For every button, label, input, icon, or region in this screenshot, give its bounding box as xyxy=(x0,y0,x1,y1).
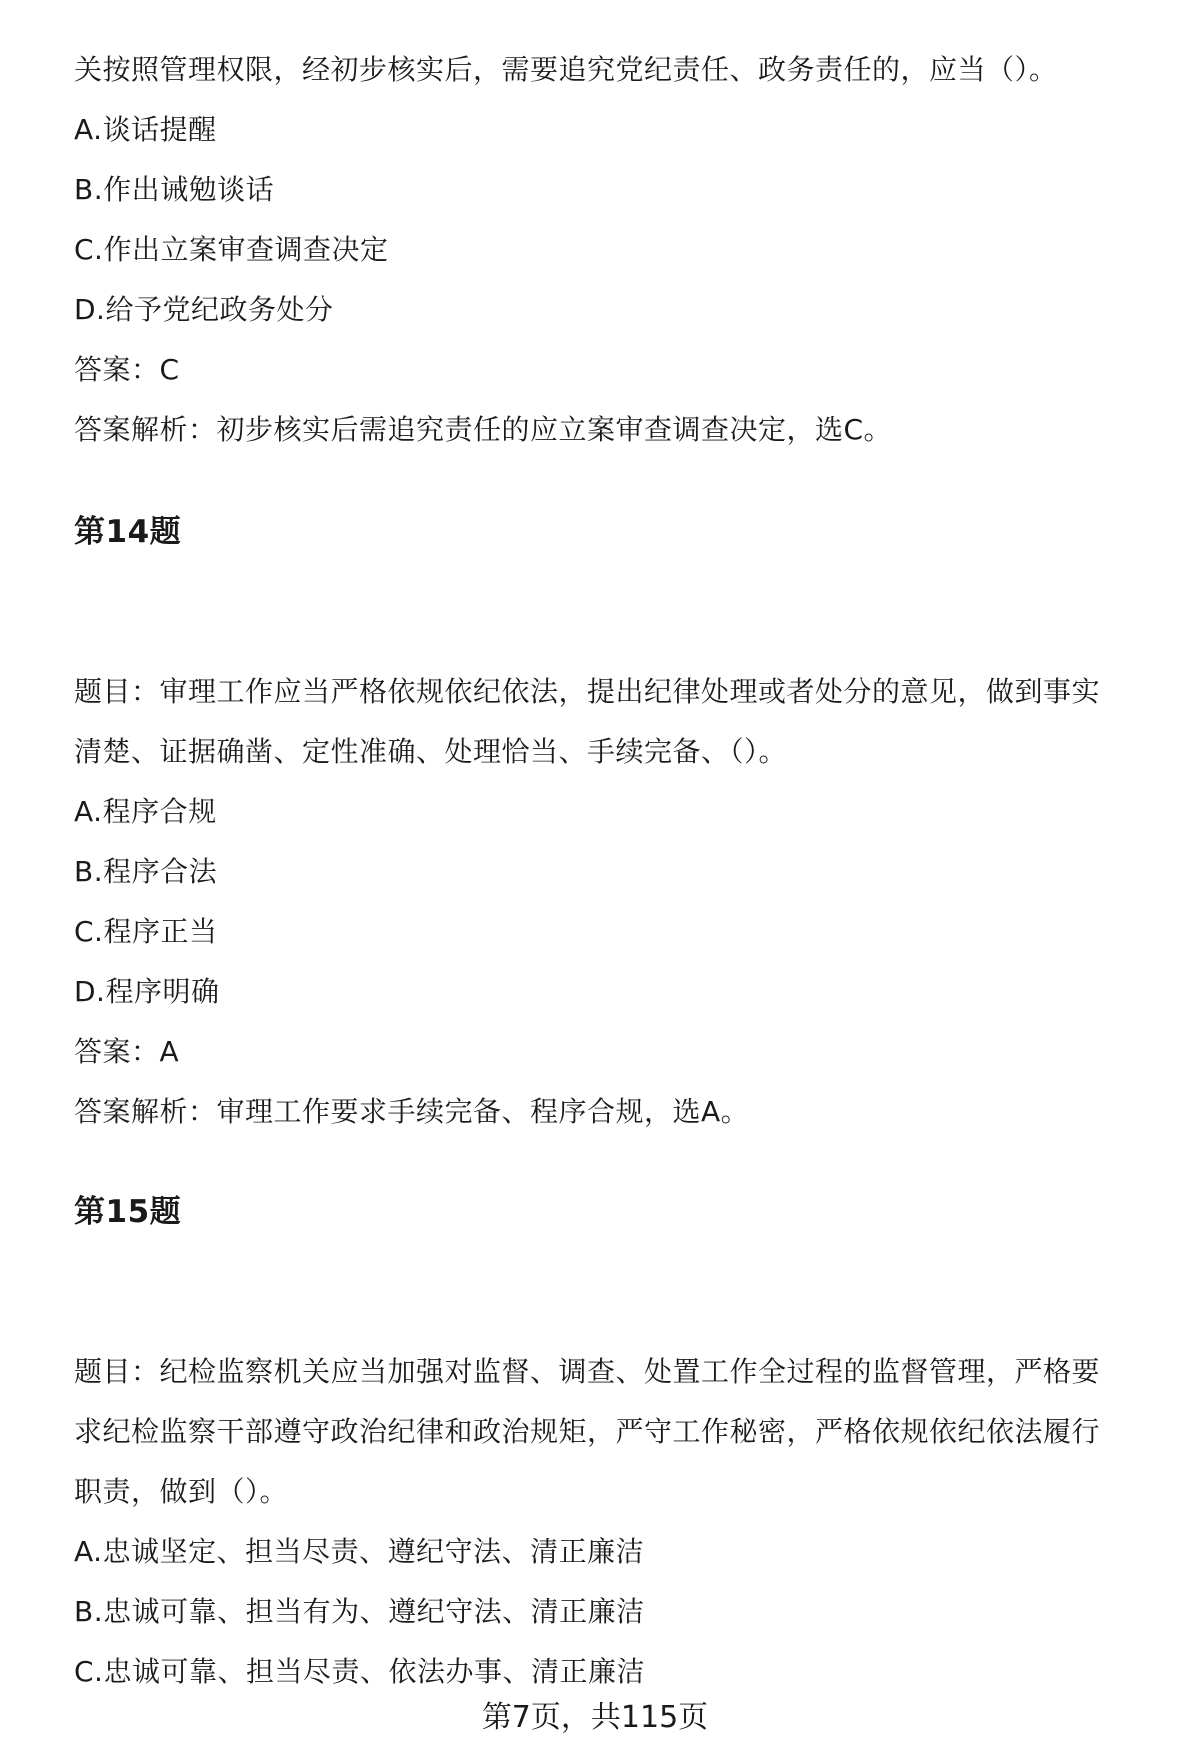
q14-stem-line-1: 题目：审理工作应当严格依规依纪依法，提出纪律处理或者处分的意见，做到事实 xyxy=(74,675,1101,708)
q14-option-c: C.程序正当 xyxy=(74,915,218,948)
q15-stem-line-2: 求纪检监察干部遵守政治纪律和政治规矩，严守工作秘密，严格依规依纪依法履行 xyxy=(74,1415,1101,1448)
q13-option-c: C.作出立案审查调查决定 xyxy=(74,233,389,266)
q14-option-b: B.程序合法 xyxy=(74,855,218,888)
q15-option-b: B.忠诚可靠、担当有为、遵纪守法、清正廉洁 xyxy=(74,1595,645,1628)
q15-heading: 第15题 xyxy=(74,1194,182,1230)
q14-heading: 第14题 xyxy=(74,514,182,550)
q14-explanation: 答案解析：审理工作要求手续完备、程序合规，选A。 xyxy=(74,1095,750,1128)
q14-option-d: D.程序明确 xyxy=(74,975,220,1008)
q15-option-c: C.忠诚可靠、担当尽责、依法办事、清正廉洁 xyxy=(74,1655,645,1688)
q15-stem-line-3: 职责，做到（）。 xyxy=(74,1475,289,1508)
q13-option-b: B.作出诫勉谈话 xyxy=(74,173,275,206)
q14-option-a: A.程序合规 xyxy=(74,795,217,828)
q13-answer: 答案：C xyxy=(74,353,180,386)
q15-stem-line-1: 题目：纪检监察机关应当加强对监督、调查、处置工作全过程的监督管理，严格要 xyxy=(74,1355,1101,1388)
q13-explanation: 答案解析：初步核实后需追究责任的应立案审查调查决定，选C。 xyxy=(74,413,893,446)
q14-answer: 答案：A xyxy=(74,1035,180,1068)
q13-option-d: D.给予党纪政务处分 xyxy=(74,293,334,326)
q14-stem-line-2: 清楚、证据确凿、定性准确、处理恰当、手续完备、（）。 xyxy=(74,735,788,768)
q15-option-a: A.忠诚坚定、担当尽责、遵纪守法、清正廉洁 xyxy=(74,1535,645,1568)
page-number-footer: 第7页，共115页 xyxy=(481,1700,709,1735)
q13-stem-tail: 关按照管理权限，经初步核实后，需要追究党纪责任、政务责任的，应当（）。 xyxy=(74,53,1058,86)
q13-option-a: A.谈话提醒 xyxy=(74,113,217,146)
